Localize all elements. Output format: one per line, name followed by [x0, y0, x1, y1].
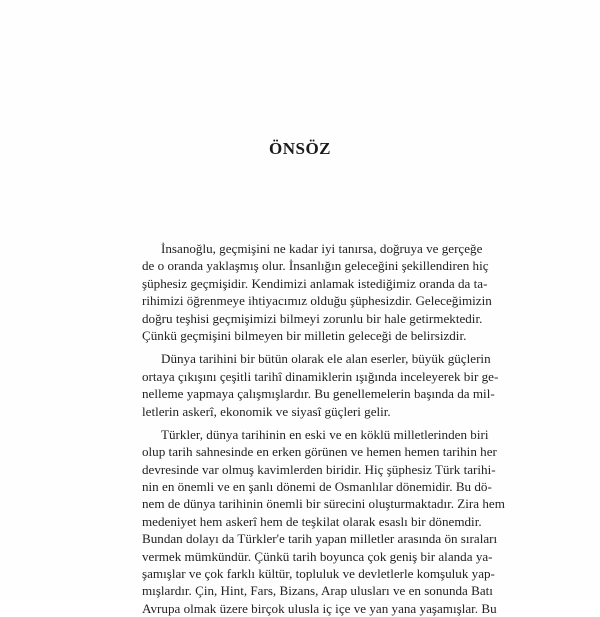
text-line: Avrupa olmak üzere birçok ulusla iç içe ve yan yana yaşamışlar. Bu — [142, 600, 497, 616]
body-text — [142, 240, 505, 617]
paragraph-3 — [142, 426, 505, 617]
text-line: şamışlar ve çok farklı kültür, topluluk ve devletlerle komşuluk yap- — [142, 566, 495, 582]
text-line: mışlardır. Çin, Hint, Fars, Bizans, Arap ulusları ve en sonunda Batı — [142, 583, 493, 599]
text-line: nem de dünya tarihinin önemli bir sürecini oluşturmaktadır. Zira hem — [142, 496, 505, 512]
text-line: İnsanoğlu, geçmişini ne kadar iyi tanırsa, doğruya ve gerçeğe — [161, 241, 483, 256]
text-line: ortaya çıkışını çeşitli tarihî dinamiklerin ışığında inceleyerek bir ge- — [142, 368, 499, 384]
text-line: de o oranda yaklaşmış olur. İnsanlığın geleceğini şekillendiren hiç — [142, 258, 489, 274]
page-title: ÖNSÖZ — [268, 139, 332, 158]
text-line: şüphesiz geçmişidir. Kendimizi anlamak istediğimiz oranda da ta- — [142, 275, 488, 291]
text-line: devresinde var olmuş kavimlerden biridir. Hiç şüphesiz Türk tarihi- — [142, 461, 496, 477]
paragraph-2 — [142, 350, 499, 420]
text-line: doğru teşhisi geçmişimizi bilmeyi zorunlu bir hale getirmektedir. — [142, 310, 483, 326]
text-line: nin en önemli ve en şanlı dönemi de Osmanlılar dönemidir. Bu dö- — [142, 479, 492, 495]
text-line: rihimizi öğrenmeye ihtiyacımız olduğu şüphesizdir. Geleceğimizin — [142, 293, 492, 309]
text-line: olup tarih sahnesinde en erken görünen ve hemen hemen tarihin her — [142, 444, 497, 460]
text-line: Bundan dolayı da Türkler'e tarih yapan milletler arasında ön sıraları — [142, 531, 498, 547]
text-line: Türkler, dünya tarihinin en eski ve en köklü milletlerinden biri — [161, 426, 489, 442]
paragraph-1 — [142, 240, 492, 344]
text-line: letlerin askerî, ekonomik ve siyasî güçleri gelir. — [142, 403, 391, 419]
text-line: nelleme yapmaya çalışmışlardır. Bu genellemelerin başında da mil- — [142, 386, 495, 402]
text-line: Dünya tarihini bir bütün olarak ele alan eserler, büyük güçlerin — [161, 351, 491, 367]
text-line: vermek mümkündür. Çünkü tarih boyunca çok geniş bir alanda ya- — [142, 548, 493, 564]
text-line: Çünkü geçmişini bilmeyen bir milletin geleceği de belirsizdir. — [142, 327, 467, 343]
text-line: medeniyet hem askerî hem de teşkilat olarak esaslı bir dönemdir. — [142, 513, 482, 529]
